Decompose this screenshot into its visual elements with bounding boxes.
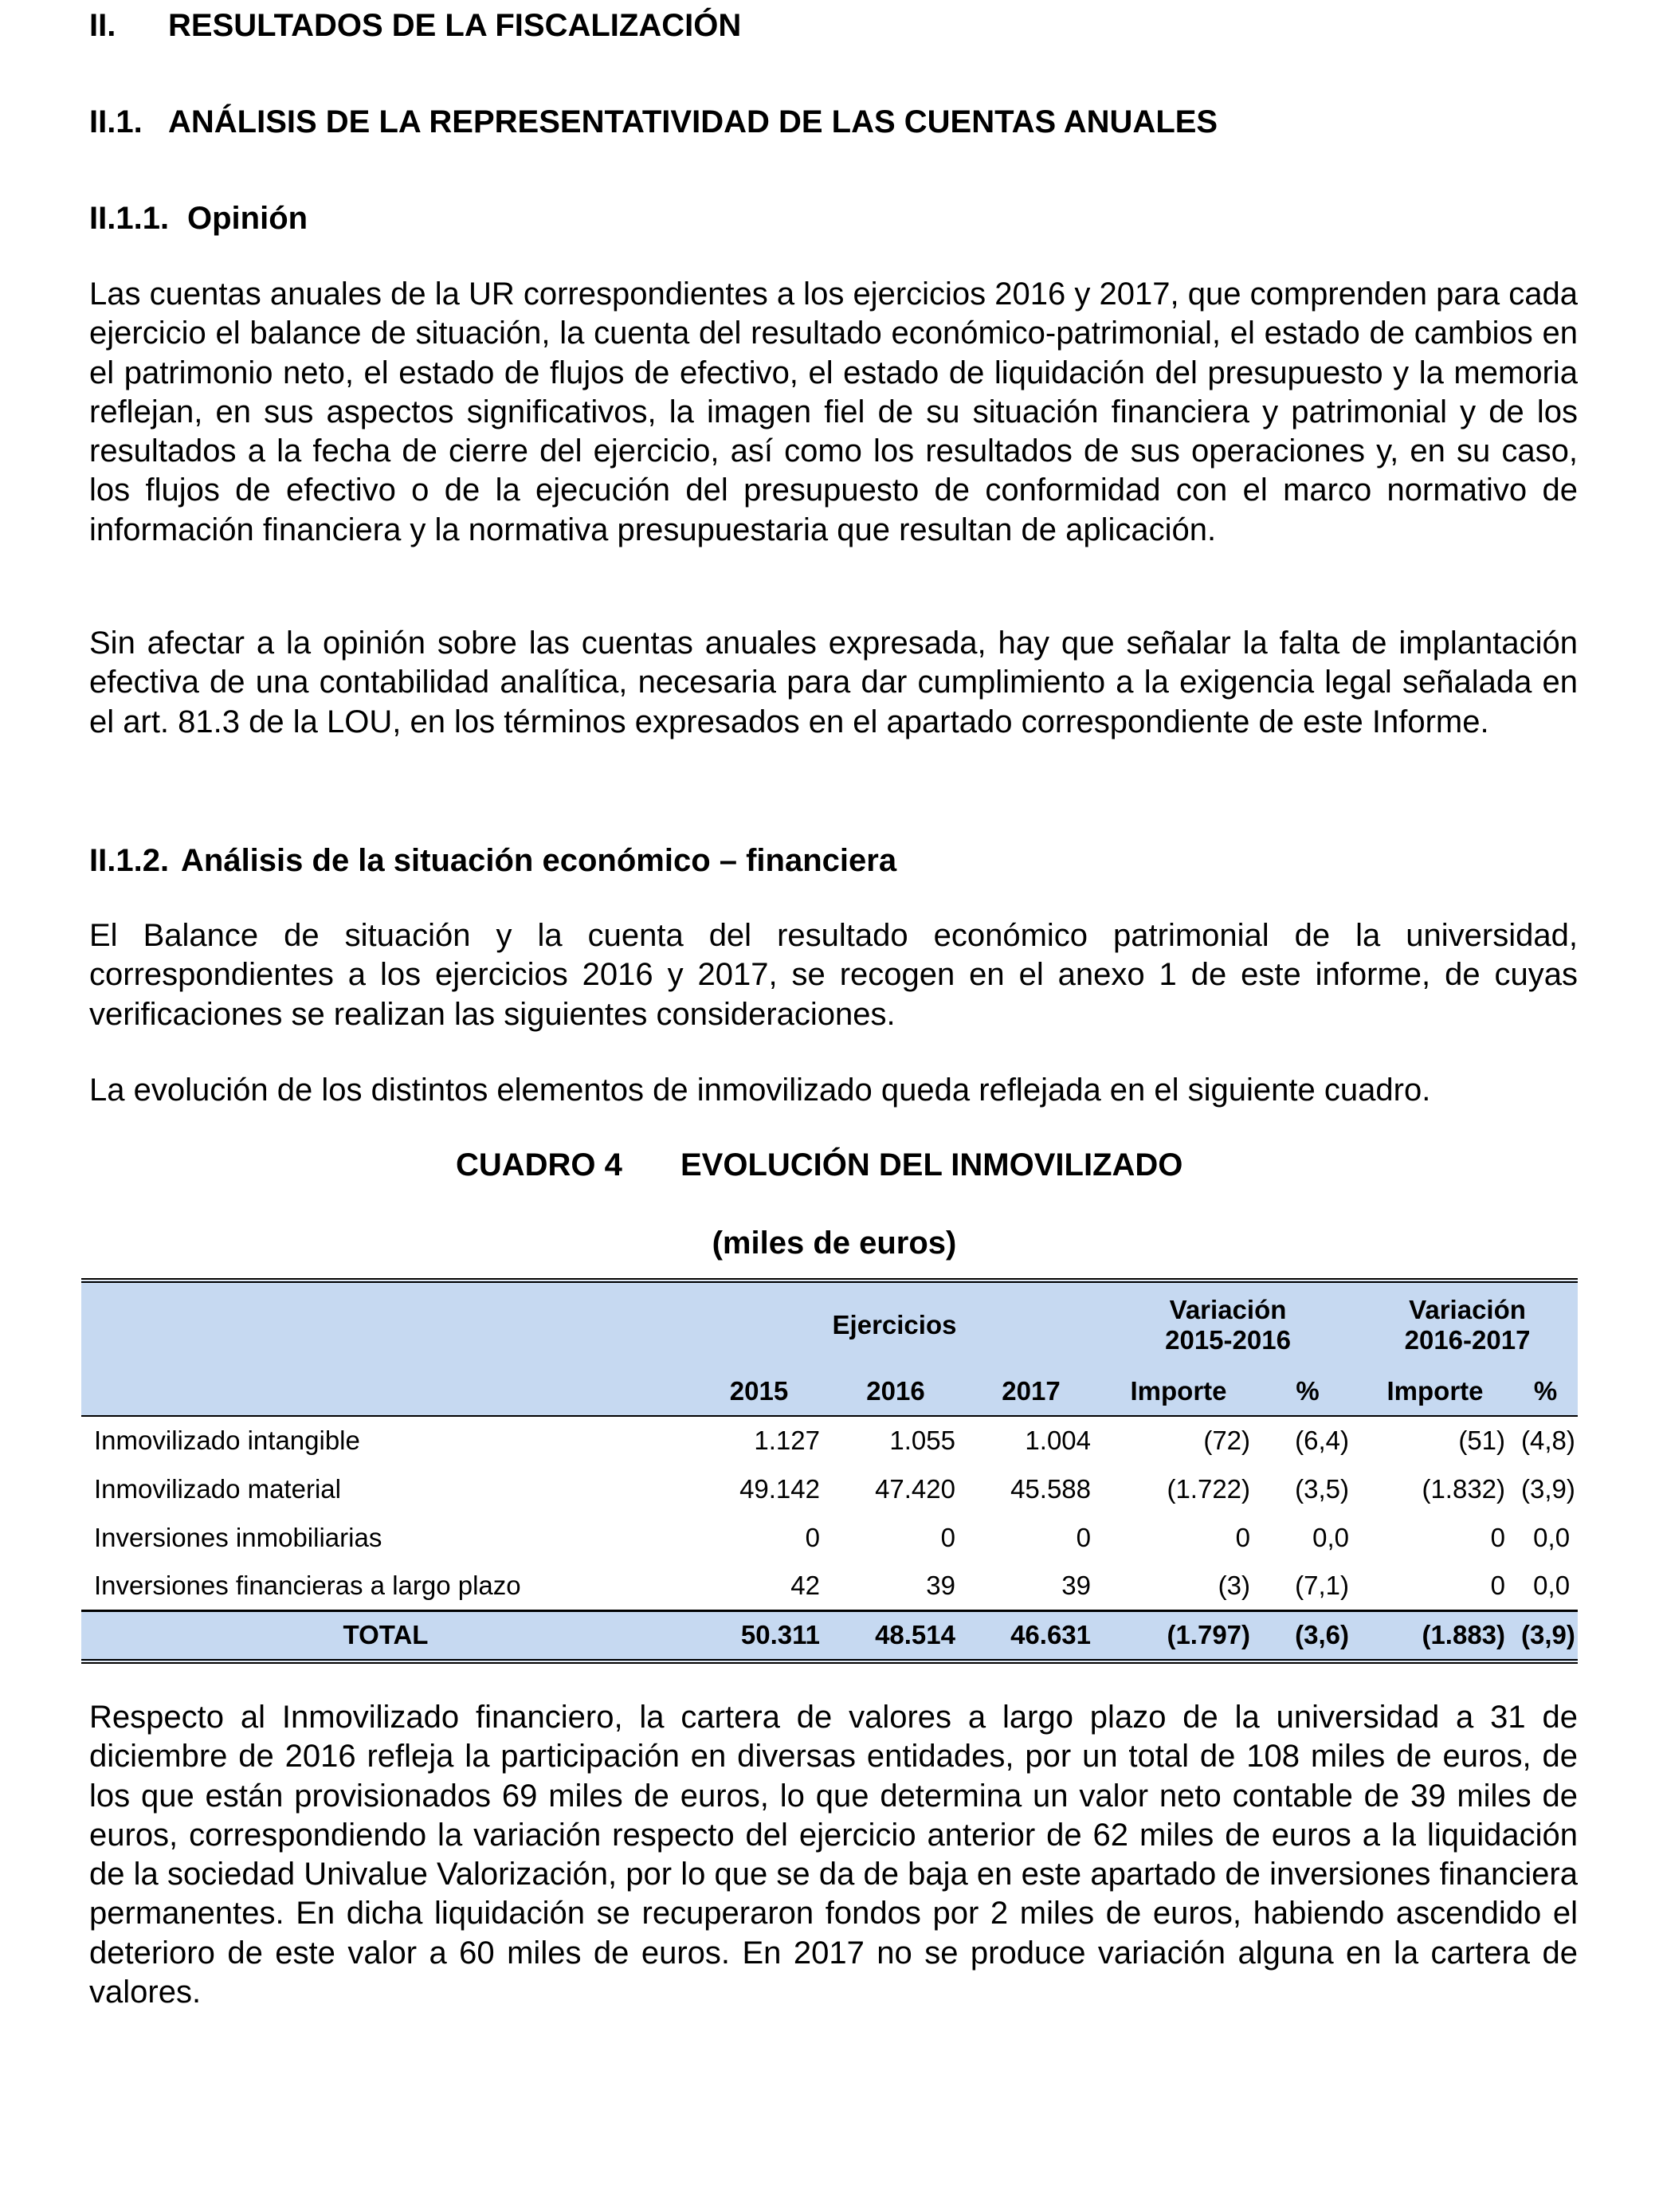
cell-value: 1.127: [754, 1426, 820, 1455]
total-value: 46.631: [963, 1610, 1099, 1661]
cell-value: (4,8): [1521, 1426, 1575, 1455]
column-header: %: [1258, 1367, 1357, 1416]
total-value: 48.514: [828, 1610, 963, 1661]
cell-value: 0: [1076, 1522, 1092, 1552]
financial-assets-paragraph: Respecto al Inmovilizado financiero, la cartera de valores a largo plazo de la universidad a 31 de diciembre de 2016 refleja la participación en diversas entidades, por un total de 108 miles de euros, de los que están provisionados 69 miles de euros, lo que determina un valor neto contable de 39 miles de euros, correspondiendo la variación respecto del ejercicio anterior de 62 miles de euros a la liquidación de la sociedad Univalue Valorización, por lo que se da de baja en este apartado de inversiones financiera permanentes. En dicha liquidación se recuperaron fondos por 2 miles de euros, habiendo ascendido el deterioro de este valor a 60 miles de euros. En 2017 no se produce variación alguna en la cartera de valores.: [89, 1700, 1578, 2010]
opinion-paragraph: Las cuentas anuales de la UR correspondientes a los ejercicios 2016 y 2017, que comprenden para cada ejercicio el balance de situación, la cuenta del resultado económico-patrimonial, el estado de cambios en el patrimonio neto, el estado de flujos de efectivo, el estado de liquidación del presupuesto y la memoria reflejan, en sus aspectos significativos, la imagen fiel de su situación financiera y patrimonial y de los resultados a la fecha de cierre del ejercicio, así como los resultados de sus operaciones y, en su caso, los flujos de efectivo o de la ejecución del presupuesto de conformidad con el marco normativo de información financiera y la normativa presupuestaria que resultan de aplicación.: [89, 276, 1578, 547]
subsection-title: ANÁLISIS DE LA REPRESENTATIVIDAD DE LAS CUENTAS ANUALES: [168, 104, 1218, 139]
analysis-number: II.1.2.: [89, 843, 170, 878]
table-row: [81, 1465, 1578, 1513]
table-caption-title: EVOLUCIÓN DEL INMOVILIZADO: [680, 1147, 1183, 1182]
column-header: Importe: [1357, 1367, 1513, 1416]
cell-value: (1.832): [1422, 1473, 1506, 1504]
cell-value: 0,0: [1533, 1522, 1571, 1552]
cell-value: (7,1): [1295, 1570, 1350, 1600]
header-blank: [81, 1281, 690, 1367]
total-label: TOTAL: [81, 1610, 690, 1661]
analysis-title: Análisis de la situación económico – financiera: [181, 843, 897, 878]
cell-value: 1.004: [1025, 1426, 1092, 1455]
analysis-heading: [89, 841, 896, 880]
total-row: [81, 1610, 1578, 1661]
total-value: (3,6): [1258, 1610, 1357, 1661]
header-variacion-2016-2017: [1357, 1281, 1578, 1367]
balance-paragraph: El Balance de situación y la cuenta del resultado económico patrimonial de la universidad, correspondientes a los ejercicios 2016 y 2017, se recogen en el anexo 1 de este informe, de cuyas verificaciones se realizan las siguientes consideraciones.: [89, 918, 1578, 1032]
total-value: 50.311: [690, 1610, 828, 1661]
cell-value: (3,5): [1295, 1473, 1350, 1504]
row-label: Inversiones inmobiliarias: [94, 1522, 382, 1552]
section-title: RESULTADOS DE LA FISCALIZACIÓN: [168, 8, 742, 43]
total-value: (1.883): [1357, 1610, 1513, 1661]
row-label: Inmovilizado material: [94, 1473, 341, 1504]
cell-value: 49.142: [739, 1473, 820, 1504]
table-caption-number: CUADRO 4: [456, 1147, 622, 1182]
cell-value: 45.588: [1010, 1473, 1092, 1504]
header-blank: [81, 1367, 690, 1416]
column-header: 2015: [690, 1367, 828, 1416]
header-ejercicios: Ejercicios: [690, 1281, 1099, 1367]
column-header: 2016: [828, 1367, 963, 1416]
cell-value: (72): [1203, 1426, 1251, 1455]
column-header: 2017: [963, 1367, 1099, 1416]
total-value: (3,9): [1513, 1610, 1578, 1661]
cell-value: (3): [1218, 1570, 1251, 1600]
cell-value: (51): [1458, 1426, 1506, 1455]
cell-value: 0,0: [1533, 1570, 1571, 1600]
table-units-text: (miles de euros): [712, 1226, 957, 1261]
column-header: Importe: [1099, 1367, 1258, 1416]
table-intro-paragraph: La evolución de los distintos elementos de inmovilizado queda reflejada en el siguiente cuadro.: [89, 1073, 1431, 1108]
header-variacion-label: Variación: [1169, 1294, 1287, 1324]
subsection-number: II.1.: [89, 104, 143, 139]
opinion-heading: [89, 199, 308, 237]
row-label: Inversiones financieras a largo plazo: [94, 1570, 521, 1600]
cell-value: 42: [790, 1570, 820, 1600]
section-number: II.: [89, 8, 116, 43]
cell-value: (1.722): [1167, 1473, 1251, 1504]
cell-value: 0: [805, 1522, 820, 1552]
table-units: [0, 1224, 1659, 1262]
opinion-number: II.1.1.: [89, 201, 170, 236]
cell-value: 0: [940, 1522, 955, 1552]
table-caption: [456, 1146, 1182, 1184]
table-row: [81, 1416, 1578, 1465]
subsection-heading: [89, 103, 1218, 141]
header-variacion-label: Variación: [1409, 1294, 1526, 1324]
cell-value: 1.055: [889, 1426, 955, 1455]
fixed-assets-table: [81, 1278, 1578, 1664]
opinion-title: Opinión: [187, 201, 308, 236]
header-variacion-period: 2016-2017: [1404, 1324, 1531, 1355]
cell-value: 0: [1490, 1522, 1506, 1552]
cell-value: 0: [1490, 1570, 1506, 1600]
header-variacion-period: 2015-2016: [1165, 1324, 1291, 1355]
column-header: %: [1513, 1367, 1578, 1416]
header-variacion-2015-2016: [1099, 1281, 1357, 1367]
cell-value: 39: [1061, 1570, 1092, 1600]
table-row: [81, 1562, 1578, 1610]
cell-value: 0: [1235, 1522, 1251, 1552]
cell-value: (3,9): [1521, 1473, 1575, 1504]
cell-value: 39: [926, 1570, 955, 1600]
table-row: [81, 1513, 1578, 1562]
cell-value: 0,0: [1312, 1522, 1350, 1552]
total-value: (1.797): [1099, 1610, 1258, 1661]
cell-value: 47.420: [875, 1473, 955, 1504]
section-heading: [89, 6, 741, 45]
row-label: Inmovilizado intangible: [94, 1426, 360, 1455]
emphasis-paragraph: Sin afectar a la opinión sobre las cuentas anuales expresada, hay que señalar la falta de implantación efectiva de una contabilidad analítica, necesaria para dar cumplimiento a la exigencia legal señalada en el art. 81.3 de la LOU, en los términos expresados en el apartado correspondiente de este Informe.: [89, 626, 1578, 739]
cell-value: (6,4): [1295, 1426, 1350, 1455]
